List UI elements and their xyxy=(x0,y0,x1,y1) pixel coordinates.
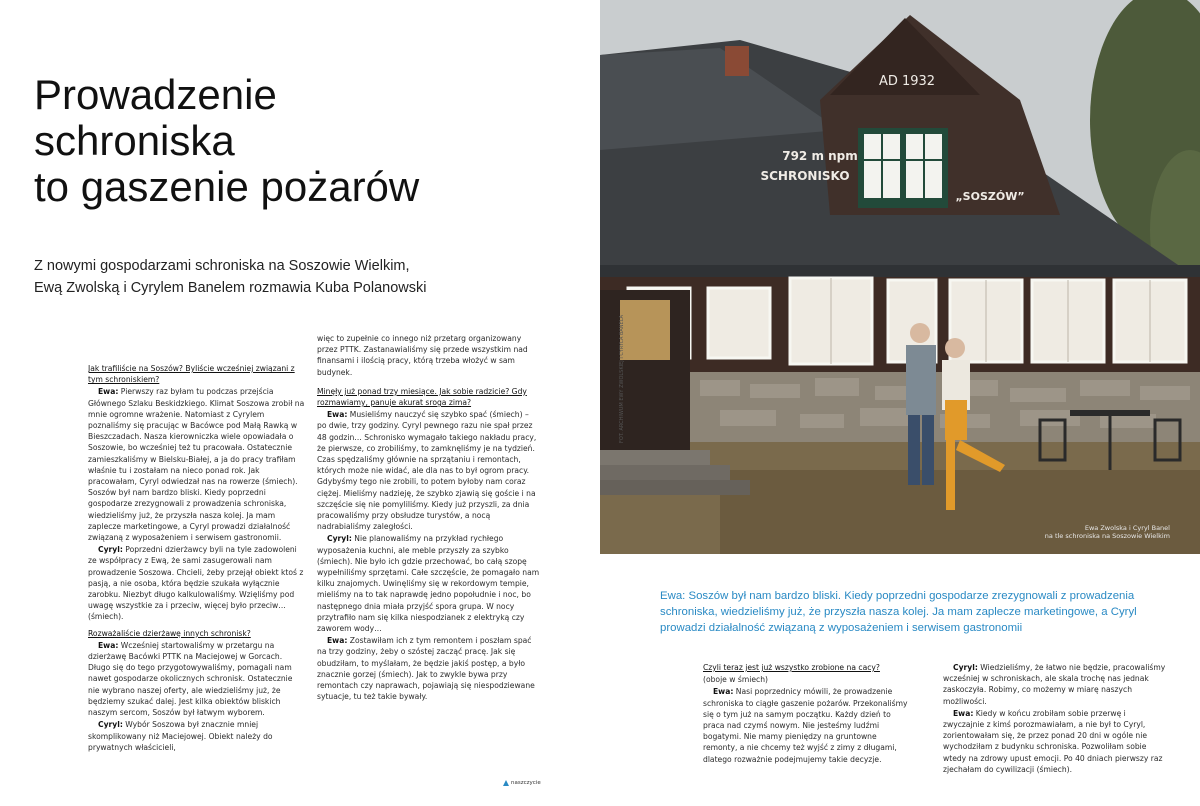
question-note: (oboje w śmiech) xyxy=(703,675,768,685)
answer-text: Nasi poprzednicy mówili, że prowadzenie schroniska to ciągłe gaszenie pożarów. Przekonaliśmy się o tym już na samym początku. Każdy dzień to praca nad czymś nowym. Nie jesteśmy ludźmi bogatymi. Nie mamy pieniędzy na gruntowne remonty, a nie chcemy też wyjść z zimy z długami, dlatego rozważnie podejmujemy takie decyzje. xyxy=(703,687,908,764)
interview-answer xyxy=(317,409,540,532)
answer-text: Kiedy w końcu zrobiłam sobie przerwę i zwyczajnie z kimś porozmawiałam, a nie był to Cyryl, zorientowałam się, że przez ponad 20 dni w ogóle nie wychodziłam z budynku schroniska. Pozwoliłam sobie wtedy na zdrowy upust emocji. Po 40 dniach pierwszy raz zjechałam do cywilizacji (śmiech). xyxy=(943,708,1163,774)
photo-credit: FOT. ARCHIWUM EWY ZWOLSKIEJ I CYRYLA BANELA xyxy=(619,314,625,443)
caption-line: Ewa Zwolska i Cyryl Banel xyxy=(1084,524,1170,532)
speaker-name: Cyryl: xyxy=(98,545,123,555)
text-column-2 xyxy=(317,333,540,773)
speaker-name: Ewa: xyxy=(98,640,119,650)
pull-quote: Ewa: Soszów był nam bardzo bliski. Kiedy poprzedni gospodarze zrezygnowali z prowadzenia schroniska, wiedzieliśmy już, że przyszła nasza kolej. Ja mam zaplecze marketingowe, a Cyryl prowadzi działalność związaną z wyposażeniem i serwisem gastronomii xyxy=(660,590,1137,634)
speaker-name: Ewa: xyxy=(98,387,119,397)
interview-question: Rozważaliście dzierżawę innych schronisk? xyxy=(88,628,251,638)
interview-answer xyxy=(943,662,1169,707)
interview-answer xyxy=(317,533,540,634)
photo-caption xyxy=(1020,524,1170,540)
caption-line: na tle schroniska na Soszowie Wielkim xyxy=(1044,532,1170,540)
sign-altitude: 792 m npm xyxy=(782,149,858,163)
speaker-name: Ewa: xyxy=(327,636,348,646)
article-lead xyxy=(34,255,554,299)
mountain-icon xyxy=(503,780,509,786)
answer-text: Wcześniej startowaliśmy w przetargu na dzierżawę Bacówki PTTK na Maciejowej w Gorcach. Długo się do tego przygotowywaliśmy, pomagali nam nawet gospodarze okolicznych schronisk. Ostatecznie nie wybrano naszej oferty, ale wiedzieliśmy już, że będziemy szukać dalej. Jest kilka obiektów bliskich naszym sercom, Soszów był łatwym wyborem. xyxy=(88,640,293,718)
interview-answer xyxy=(88,640,305,718)
magazine-footer-logo xyxy=(503,780,541,786)
answer-text: Musieliśmy nauczyć się szybko spać (śmiech) – po dwie, trzy godziny. Cyryl pewnego razu nie spał przez 48 godzin… Schronisko wymagało takiego nakładu pracy, że pierwsze, co zrobiliśmy, to zamknęliśmy je na tydzień. Czas spędzaliśmy głównie na sprzątaniu i remontach, których może nie widać, ale dla nas to był ogrom pracy. Gdybyśmy tego nie zrobili, to potem byłoby nam coraz ciężej. Mieliśmy nadzieję, że szybko zjawią się goście i na szczęście się nie pomyliliśmy. Kiedy już przyszli, za dnia pracowaliśmy przy obsłudze turystów, a nocą nadrabialiśmy zaległości. xyxy=(317,410,537,532)
interview-answer xyxy=(88,719,305,753)
interview-answer xyxy=(317,635,540,702)
text-column-1 xyxy=(88,363,305,773)
answer-text: Wybór Soszowa był znacznie mniej skomplikowany niż Maciejowej. Obiekt należy do prywatnych właścicieli, xyxy=(88,720,273,752)
lead-line: Ewą Zwolską i Cyrylem Banelem rozmawia Kuba Polanowski xyxy=(34,280,427,296)
hut-photo xyxy=(600,0,1200,554)
interview-answer xyxy=(88,544,305,622)
answer-text: Nie planowaliśmy na przykład rychłego wyposażenia kuchni, ale meble przyszły za szybko (śmiech). Nie było ich gdzie przechować, bo całą szopę wypełniliśmy sprzętami. Całe szczęście, że pomagało nam kilku znajomych. Uwinęliśmy się w rekordowym tempie, mieliśmy na to tak naprawdę jedno popołudnie i noc, bo następnego dnia miała przyjść spora grupa. W nocy przytrafiło nam się kilka niespodzianek z elektryką czy zaworem wody… xyxy=(317,534,540,634)
title-line: to gaszenie pożarów xyxy=(34,163,420,210)
speaker-name: Ewa: xyxy=(327,410,348,420)
speaker-name: Ewa: xyxy=(713,687,734,697)
speaker-name: Cyryl: xyxy=(953,663,978,672)
interview-question: Minęły już ponad trzy miesiące. Jak sobie radzicie? Gdy rozmawiamy, panuje akurat sroga zima? xyxy=(317,386,527,408)
hut-illustration xyxy=(600,0,1200,554)
answer-text: Wiedzieliśmy, że łatwo nie będzie, pracowaliśmy wcześniej w schroniskach, ale skala trochę nas jednak zaskoczyła. Robimy, co możemy w miarę naszych możliwości. xyxy=(943,663,1166,706)
interview-answer xyxy=(943,708,1169,775)
title-line: Prowadzenie xyxy=(34,71,277,118)
speaker-name: Ewa: xyxy=(953,708,974,718)
text-column-3 xyxy=(703,662,913,777)
interview-answer xyxy=(703,686,913,764)
sign-place: „SOSZÓW” xyxy=(955,190,1025,203)
brand-name: naszczycie xyxy=(511,780,541,786)
sign-name: SCHRONISKO xyxy=(760,169,850,183)
sign-year: AD 1932 xyxy=(878,74,936,89)
text-column-4 xyxy=(943,662,1169,777)
interview-answer xyxy=(88,386,305,543)
answer-continuation: więc to zupełnie co innego niż przetarg organizowany przez PTTK. Zastanawialiśmy się przede wszystkim nad finansami i ilością pracy, którą trzeba włożyć w sam budynek. xyxy=(317,334,528,377)
speaker-name: Cyryl: xyxy=(327,534,352,544)
answer-text: Pierwszy raz byłam tu podczas przejścia Głównego Szlaku Beskidzkiego. Klimat Soszowa zrobił na mnie ogromne wrażenie. Natomiast z Cyrylem poznaliśmy się pracując w Bacówce pod Małą Rawką w Bieszczadach. Nasza kierowniczka wiele opowiadała o Soszowie, bo wcześniej też tu pracowała. Ostatecznie zamieszkaliśmy w Bielsku-Białej, a ja do pracy trafiłam właśnie tu i zostałam na nieco ponad rok. Jak pracowałam, Cyryl odwiedzał nas na rowerze (śmiech). Soszów był nam bardzo bliski. Kiedy poprzedni gospodarze zrezygnowali z prowadzenia schroniska, wiedzieliśmy już, że przyszła nasza kolej. Ja mam zaplecze marketingowe, a Cyryl prowadzi działalność związaną z wyposażeniem i serwisem gastronomii. xyxy=(88,387,305,543)
answer-text: Zostawiłam ich z tym remontem i poszłam spać na trzy godziny, żeby o szóstej zacząć pracę. Jak się obudziłam, to myślałam, że będzie jakiś postęp, a było znacznie gorzej (śmiech). Jak to zwykle bywa przy remontach czy naprawach, pojawiają się niespodziewane sytuacje, tu też takie bywały. xyxy=(317,636,535,702)
interview-question: Jak trafiliście na Soszów? Byliście wcześniej związani z tym schroniskiem? xyxy=(88,364,295,385)
lead-line: Z nowymi gospodarzami schroniska na Soszowie Wielkim, xyxy=(34,258,410,274)
article-title xyxy=(34,72,574,210)
answer-text: Poprzedni dzierżawcy byli na tyle zadowoleni ze współpracy z Ewą, że sami zasugerowali nam prowadzenie Soszowa. Chcieli, żeby przejął obiekt ktoś z pasją, a nie osoba, która będzie szukała wyłącznie zarobku. Niezbyt długo kalkulowaliśmy. Wzięliśmy pod uwagę wszystkie za i przeciw, więcej było przeciw… (śmiech). xyxy=(88,545,304,622)
speaker-name: Cyryl: xyxy=(98,720,123,730)
title-line: schroniska xyxy=(34,117,235,164)
interview-question: Czyli teraz jest już wszystko zrobione na cacy? xyxy=(703,663,880,672)
